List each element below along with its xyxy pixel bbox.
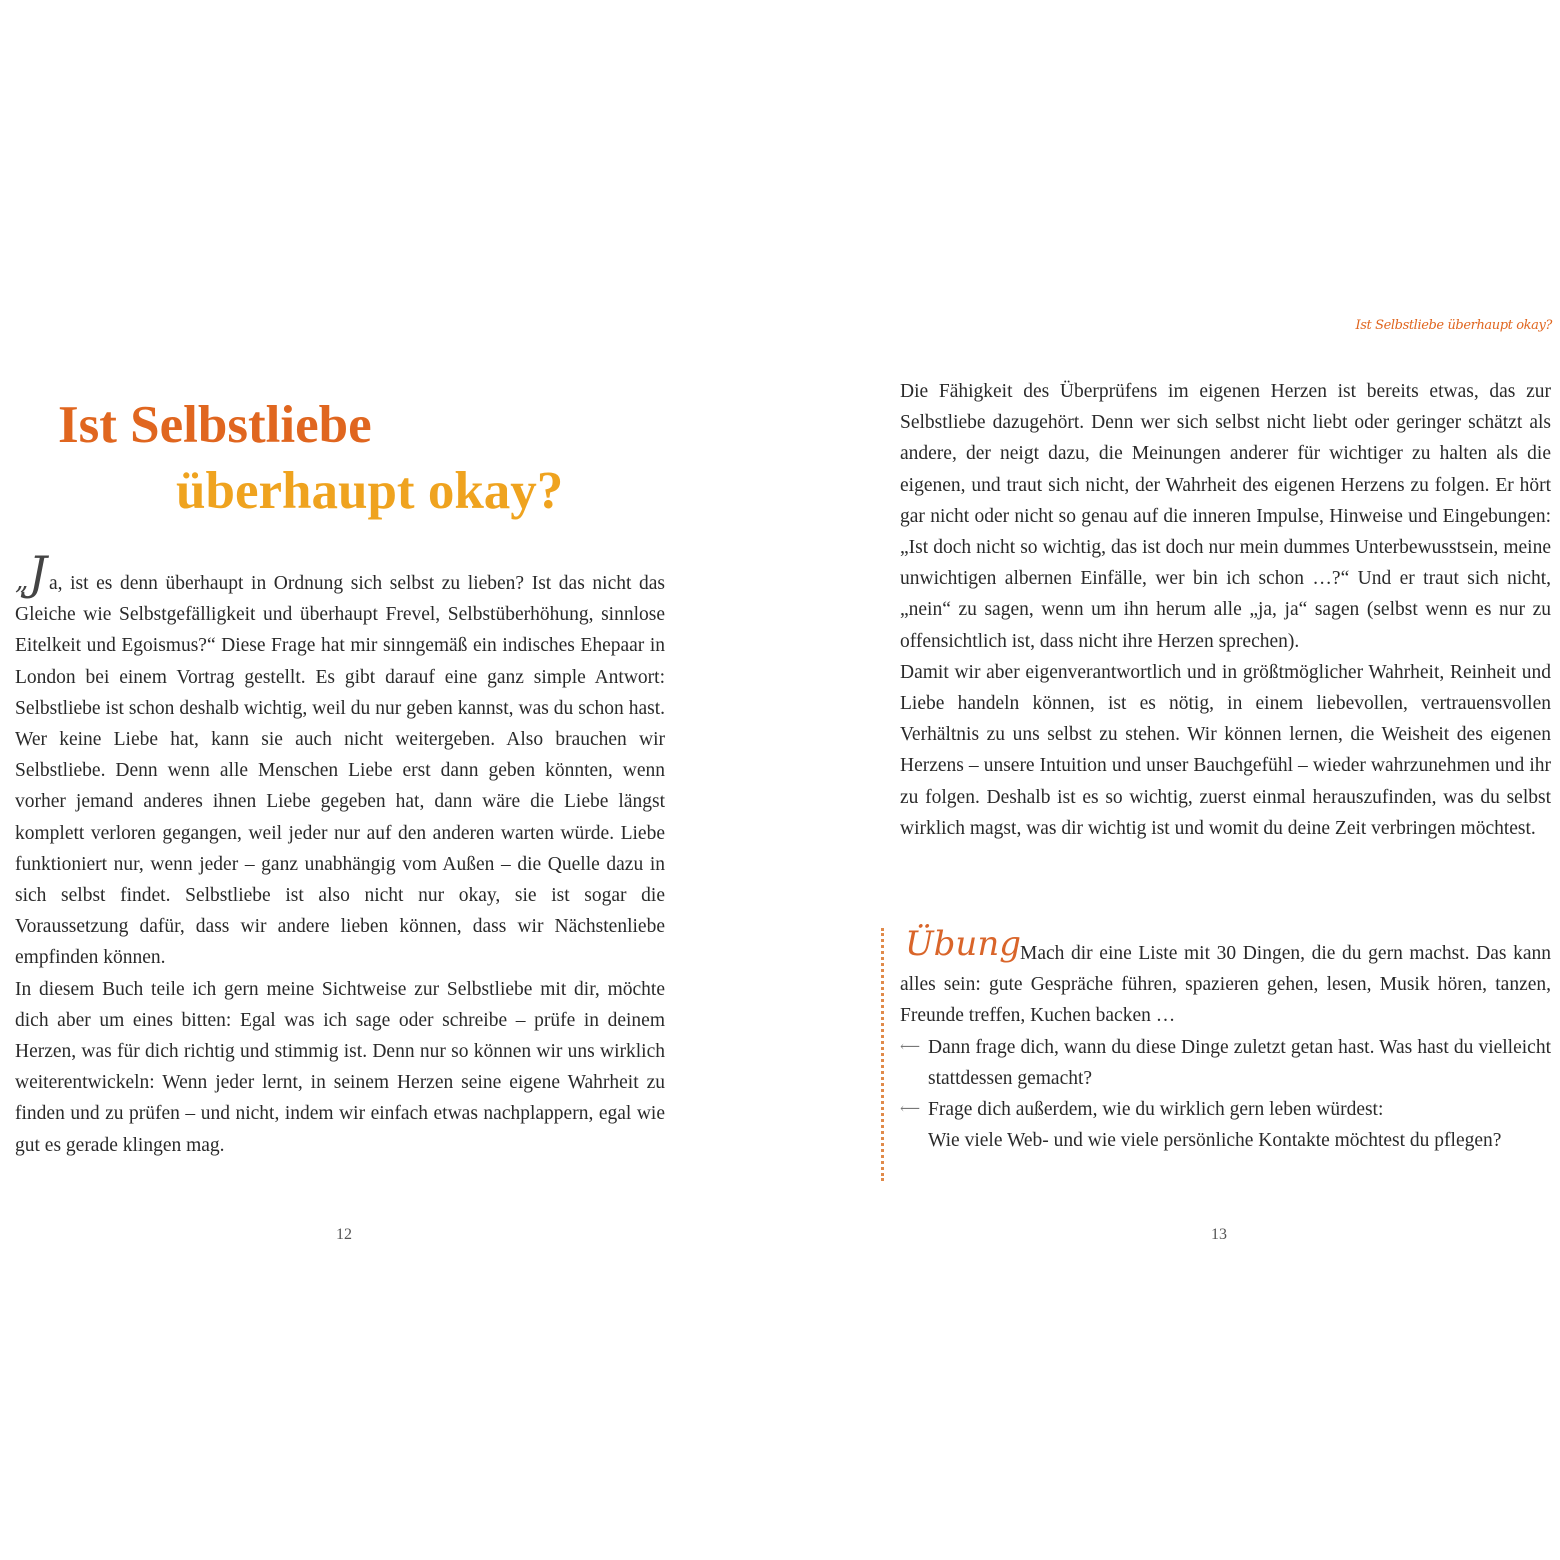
chapter-title bbox=[58, 392, 563, 524]
right-paragraph-2: Damit wir aber eigenverantwortlich und in größtmöglicher Wahrheit, Reinheit und Liebe handeln können, ist es nötig, in einem liebevollen, vertrauensvollen Verhältnis zu uns selbst zu stehen. Wir können lernen, die Weisheit des eigenen Herzens – unsere Intuition und unser Bauchgefühl – wieder wahrzunehmen und ihr zu folgen. Deshalb ist es so wichtig, zuerst einmal herauszufinden, was du selbst wirklich magst, was dir wichtig ist und womit du deine Zeit verbringen möchtest. bbox=[900, 661, 1551, 839]
exercise-bullet-1-text: Dann frage dich, wann du diese Dinge zuletzt getan hast. Was hast du vielleicht stattdessen gemacht? bbox=[928, 1036, 1551, 1089]
exercise-bullet-2 bbox=[900, 1094, 1551, 1125]
left-paragraph-1-text: a, ist es denn überhaupt in Ordnung sich selbst zu lieben? Ist das nicht das Gleiche wie Selbstgefälligkeit und überhaupt Frevel, Selbstüberhöhung, sinnlose Eitelkeit und Egoismus?“ Diese Frage hat mir sinngemäß ein indisches Ehepaar in London bei einem Vortrag gestellt. Es gibt darauf eine ganz simple Antwort: Selbstliebe ist schon deshalb wichtig, weil du nur geben kannst, was du schon hast. Wer keine Liebe hat, kann sie auch nicht weitergeben. Also brauchen wir Selbstliebe. Denn wenn alle Menschen Liebe erst dann geben könnten, wenn vorher jemand anderes ihnen Liebe gegeben hat, dann wäre die Liebe längst komplett verloren gegangen, weil jeder nur auf den anderen warten würde. Liebe funktioniert nur, wenn jeder – ganz unabhängig vom Außen – die Quelle dazu in sich selbst findet. Selbstliebe ist also nicht nur okay, sie ist sogar die Voraussetzung dafür, dass wir andere lieben können, dass wir Nächstenliebe empfinden können. bbox=[15, 573, 665, 969]
page-number-left: 12 bbox=[336, 1226, 352, 1243]
arrow-bullet-icon: ⟵ bbox=[900, 1102, 921, 1118]
left-paragraph-1 bbox=[15, 546, 665, 974]
drop-cap: J bbox=[28, 546, 47, 600]
exercise-label: Übung bbox=[905, 924, 1021, 964]
left-body-text bbox=[15, 546, 665, 1161]
exercise-box bbox=[900, 938, 1551, 1156]
exercise-bullet-2-continuation: Wie viele Web- und wie viele persönliche Kontakte möchtest du pflegen? bbox=[928, 1130, 1502, 1152]
left-paragraph-2: In diesem Buch teile ich gern meine Sichtweise zur Selbstliebe mit dir, möchte dich aber um eines bitten: Egal was ich sage oder schreibe – prüfe in deinem Herzen, was für dich richtig und stimmig ist. Denn nur so können wir uns wirklich weiterentwickeln: Wenn jeder lernt, in seinem Herzen seine eigene Wahrheit zu finden und zu prüfen – und nicht, indem wir einfach etwas nachplappern, egal wie gut es gerade klingen mag. bbox=[15, 978, 665, 1156]
chapter-title-line-2: überhaupt okay? bbox=[176, 462, 564, 520]
exercise-intro: Mach dir eine Liste mit 30 Dingen, die du gern machst. Das kann alles sein: gute Gespräche führen, spazieren gehen, lesen, Musik hören, tanzen, Freunde treffen, Kuchen backen … bbox=[900, 943, 1551, 1027]
right-body-text bbox=[900, 376, 1551, 844]
exercise-dotted-rule bbox=[881, 928, 884, 1181]
exercise-bullet-2-text: Frage dich außerdem, wie du wirklich gern leben würdest: bbox=[928, 1099, 1384, 1121]
running-head: Ist Selbstliebe überhaupt okay? bbox=[1355, 318, 1552, 333]
opening-quote-mark: „ bbox=[15, 566, 29, 596]
right-paragraph-1: Die Fähigkeit des Überprüfens im eigenen Herzen ist bereits etwas, das zur Selbstliebe dazugehört. Denn wer sich selbst nicht liebt oder geringer schätzt als andere, der neigt dazu, die Meinungen anderer für wichtiger zu halten als die eigenen, und traut sich nicht, der Wahrheit des eigenen Herzens zu folgen. Er hört gar nicht oder nicht so genau auf die inneren Impulse, Hinweise und Eingebungen: „Ist doch nicht so wichtig, das ist doch nur mein dummes Unterbewusstsein, meine unwichtigen albernen Einfälle, wer bin ich schon …?“ Und er traut sich nicht, „nein“ zu sagen, wenn um ihn herum alle „ja, ja“ sagen (selbst wenn es nur zu offensichtlich ist, dass nicht ihre Herzen sprechen). bbox=[900, 381, 1551, 652]
exercise-bullet-1 bbox=[900, 1032, 1551, 1094]
page-number-right: 13 bbox=[1211, 1226, 1227, 1243]
chapter-title-line-1: Ist Selbstliebe bbox=[58, 396, 372, 454]
right-page bbox=[780, 0, 1560, 1560]
arrow-bullet-icon: ⟵ bbox=[900, 1039, 921, 1055]
